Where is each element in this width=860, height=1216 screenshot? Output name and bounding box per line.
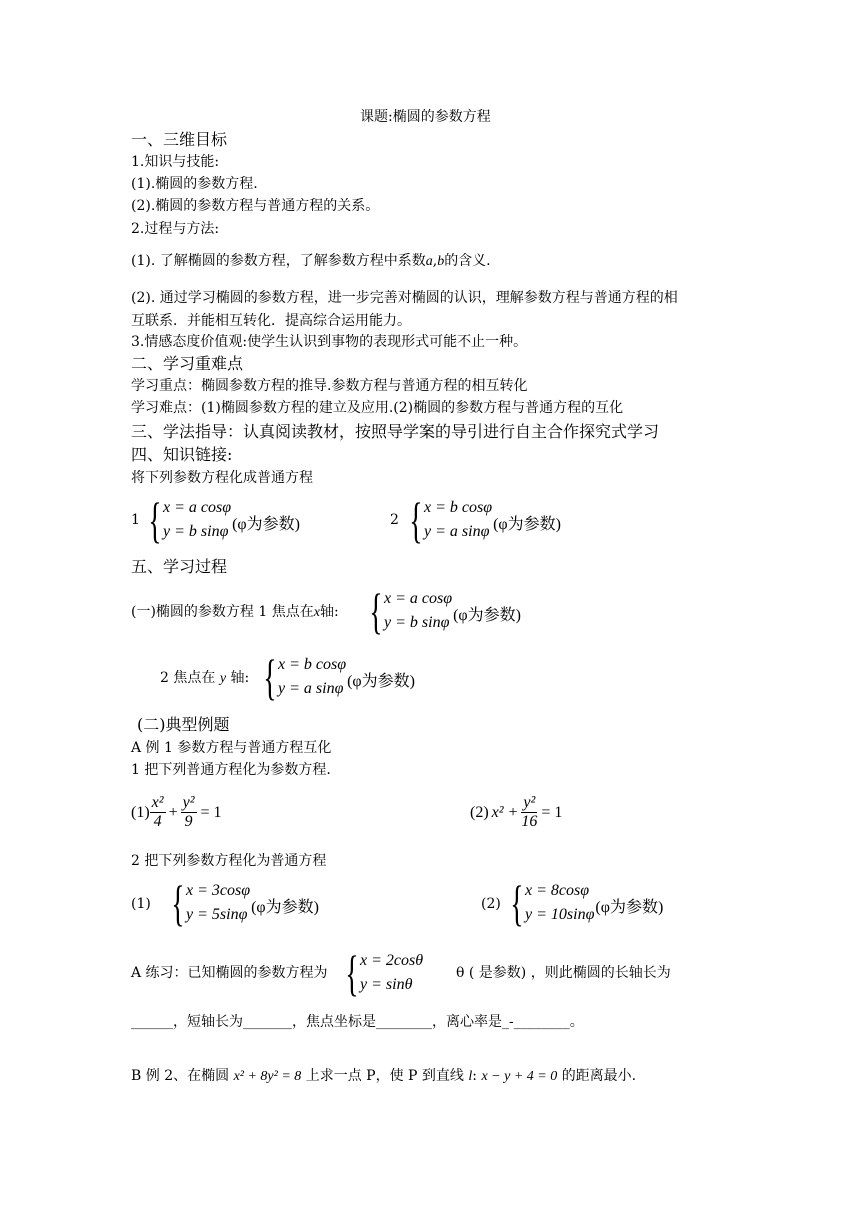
item-label: (1) (131, 896, 151, 912)
equation-line: y = sinθ (360, 976, 413, 993)
numerator: y² (523, 794, 536, 811)
numerator: y² (182, 794, 195, 811)
brace: { (409, 492, 423, 548)
equation-lines (278, 653, 346, 701)
text-span: , (432, 253, 438, 269)
equation-line: x = 3cosφ (186, 882, 251, 899)
equation-system (143, 492, 300, 548)
equation-line: x = b cosφ (424, 499, 493, 516)
equation-system (404, 492, 561, 548)
text-line: 互联系．并能相互转化．提高综合运用能力。 (131, 313, 411, 329)
text-line (131, 603, 339, 622)
parameter-note: (φ为参数) (453, 606, 521, 624)
section-heading-5: 五、学习过程 (131, 557, 228, 576)
text-line (131, 252, 491, 271)
page-title: 课题:椭圆的参数方程 (360, 109, 491, 125)
brace: { (263, 649, 277, 705)
brace: { (345, 945, 359, 1001)
text-line: 将下列参数方程化成普通方程 (131, 470, 313, 486)
text-line (160, 669, 249, 688)
math-var: a (425, 254, 433, 269)
equation-line: x = 8cosφ (525, 882, 590, 899)
text-line: 1.知识与技能: (131, 154, 220, 170)
math-var: x (313, 605, 320, 620)
brace: { (510, 875, 524, 931)
equation-line: y = a sinφ (278, 680, 344, 697)
denominator: 9 (184, 813, 193, 830)
equation-line: y = b sinφ (163, 523, 229, 540)
section-heading-2: 二、学习重难点 (131, 354, 244, 373)
math-var: y (219, 671, 227, 686)
operator: + (168, 803, 178, 821)
math-var: b (437, 254, 445, 269)
text-line: 2 把下列参数方程化为普通方程 (131, 853, 327, 869)
text-line: 1 把下列普通方程化为参数方程. (131, 762, 331, 778)
section-heading-4: 四、知识链接: (131, 445, 233, 464)
fraction (521, 794, 537, 831)
text-line: 学习难点：(1)椭圆参数方程的建立及应用.(2)椭圆的参数方程与普通方程的互化 (131, 400, 624, 416)
brace: { (148, 492, 162, 548)
text-line: (2).椭圆的参数方程与普通方程的关系。 (131, 198, 380, 214)
equation-line: y = a sinφ (424, 523, 490, 540)
fraction (181, 794, 197, 831)
brace: { (369, 583, 383, 639)
equation-rhs: = 1 (200, 803, 222, 821)
denominator: 4 (153, 813, 162, 830)
parameter-note: (φ为参数) (595, 898, 664, 916)
text-span: B 例 2、在椭圆 (131, 1068, 230, 1084)
equation-lines (384, 587, 452, 635)
item-number: 1 (131, 512, 140, 528)
text-line: A 例 1 参数方程与普通方程互化 (131, 740, 332, 756)
item-label: (1) (131, 803, 150, 821)
text-span: 轴: (319, 604, 339, 620)
text-span: : (472, 1068, 477, 1084)
fraction (150, 794, 166, 831)
text-span: 上求一点 P，使 P 到直线 (305, 1068, 464, 1084)
equation-line: x = 2cosθ (360, 952, 424, 969)
equation-lines (163, 496, 231, 544)
item-label: (2) (481, 896, 501, 912)
text-line: 3.情感态度价值观:使学生认识到事物的表现形式可能不止一种。 (131, 334, 528, 350)
equation-lines (186, 879, 250, 927)
equation-system (258, 649, 415, 705)
numerator: x² (151, 794, 164, 811)
equation-rhs: = 1 (541, 803, 563, 821)
parameter-note: (φ为参数) (493, 515, 561, 533)
item-number: 2 (390, 512, 399, 528)
parameter-note: (φ为参数) (251, 898, 319, 916)
equation-line: y = 10sinφ (525, 906, 595, 923)
text-line: ______，短轴长为_______，焦点坐标是________，离心率是_-________。 (131, 1014, 584, 1030)
text-line: θ ( 是参数) ，则此椭圆的长轴长为 (456, 965, 671, 981)
equation-lines (424, 496, 492, 544)
text-span: 轴: (230, 670, 250, 686)
equation-lines (525, 879, 594, 927)
parameter-note: (φ为参数) (232, 515, 300, 533)
equation-line: x = a cosφ (163, 499, 232, 516)
text-span: 的距离最小. (561, 1068, 637, 1084)
equation-line: x = b cosφ (278, 656, 347, 673)
brace: { (171, 875, 185, 931)
parameter-note: (φ为参数) (347, 672, 415, 690)
text-span: 2 焦点在 (160, 670, 216, 686)
subsection-heading: (二)典型例题 (137, 715, 230, 734)
equation (470, 794, 562, 831)
text-line: (1).椭圆的参数方程. (131, 176, 258, 192)
equation-line: y = b sinφ (384, 614, 450, 631)
text-line: 学习重点：椭圆参数方程的推导.参数方程与普通方程的相互转化 (131, 378, 528, 394)
denominator: 16 (521, 813, 538, 830)
section-heading-3: 三、学法指导：认真阅读教材，按照导学案的导引进行自主合作探究式学习 (131, 422, 660, 441)
equation-system (505, 875, 664, 931)
text-line: 2.过程与方法: (131, 221, 220, 237)
equation-line: y = 5sinφ (186, 906, 248, 923)
equation-lines (360, 949, 423, 997)
text-line: A 练习：已知椭圆的参数方程为 (131, 965, 328, 981)
equation-line: x = a cosφ (384, 590, 453, 607)
text-span: (1). 了解椭圆的参数方程，了解参数方程中系数 (131, 253, 426, 269)
text-span: (一)椭圆的参数方程 1 焦点在 (131, 604, 314, 620)
equation-system (364, 583, 521, 639)
item-label: (2) (470, 803, 489, 821)
text-span: 的含义. (444, 253, 491, 269)
equation (131, 794, 222, 831)
equation-inline: x − y + 4 = 0 (481, 1069, 558, 1084)
equation-inline: x² + 8y² = 8 (233, 1069, 302, 1084)
text-line (131, 1067, 636, 1086)
equation-system (340, 945, 424, 1001)
text-line: (2). 通过学习椭圆的参数方程，进一步完善对椭圆的认识，理解参数方程与普通方程的相 (131, 290, 678, 306)
math-var: l (468, 1069, 473, 1084)
equation-system (166, 875, 319, 931)
equation-lhs: x² + (491, 803, 519, 821)
section-heading-1: 一、三维目标 (131, 130, 228, 149)
